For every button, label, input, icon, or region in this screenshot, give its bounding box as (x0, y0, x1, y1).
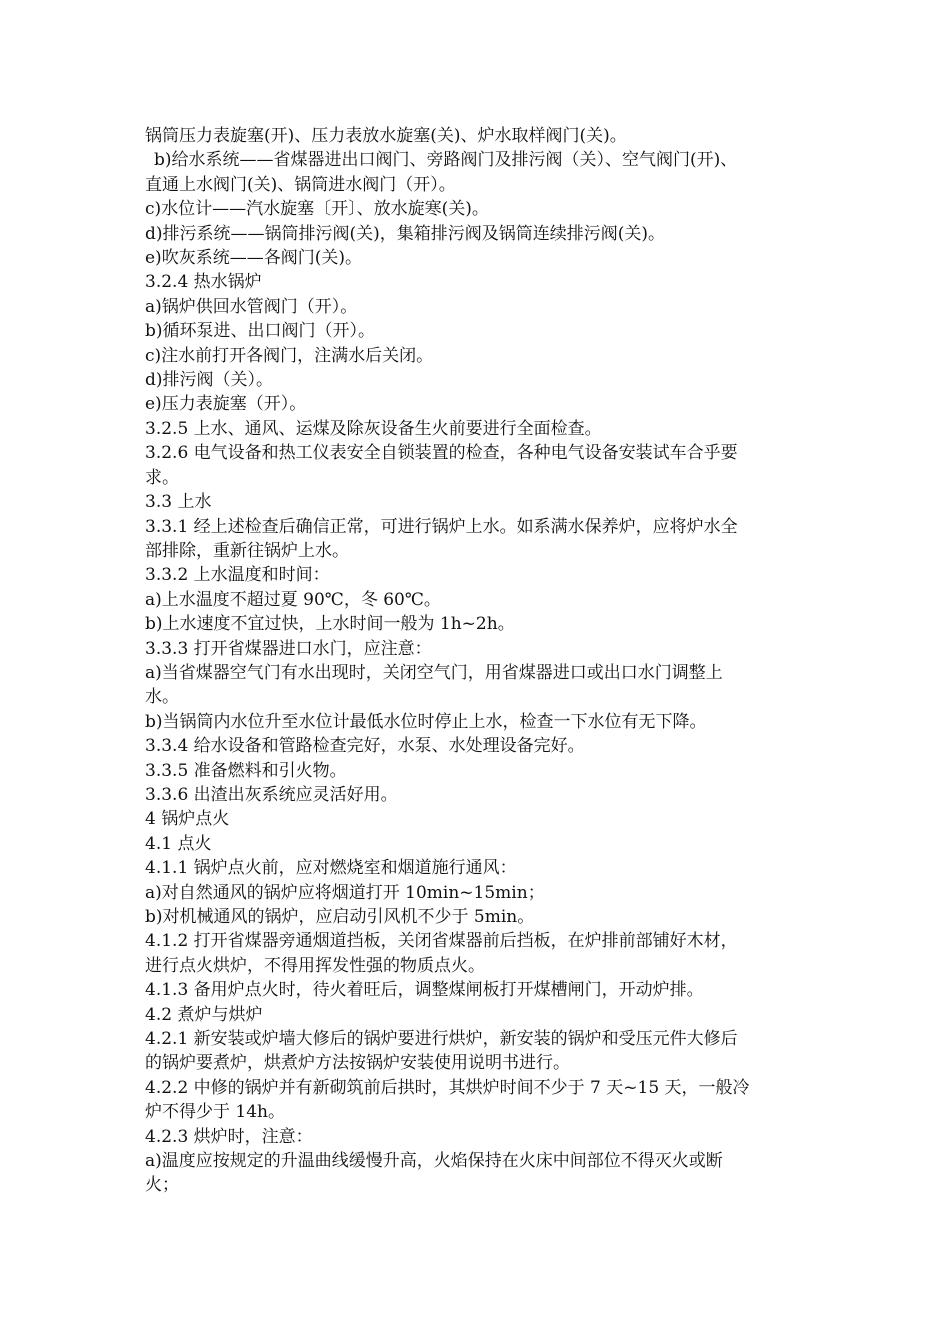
text-line: 4.2.1 新安装或炉墙大修后的锅炉要进行烘炉，新安装的锅炉和受压元件大修后 (145, 1029, 738, 1050)
text-line: b)上水速度不宜过快，上水时间一般为 1h~2h。 (145, 614, 515, 635)
text-line: 3.2.5 上水、通风、运煤及除灰设备生火前要进行全面检查。 (145, 418, 602, 439)
section-heading: 3.3 上水 (145, 492, 212, 513)
text-line: 3.2.6 电气设备和热工仪表安全自锁装置的检查，各种电气设备安装试车合乎要 (145, 443, 738, 464)
text-line: b)对机械通风的锅炉，应启动引风机不少于 5min。 (145, 907, 535, 927)
text-line: 火； (145, 1175, 179, 1196)
text-line: a)当省煤器空气门有水出现时，关闭空气门，用省煤器进口或出口水门调整上 (145, 662, 723, 683)
text-line: a)锅炉供回水管阀门（开）。 (145, 296, 358, 317)
text-line: a)温度应按规定的升温曲线缓慢升高，火焰保持在火床中间部位不得灭火或断 (145, 1151, 723, 1172)
text-line: 4.1.2 打开省煤器旁通烟道挡板，关闭省煤器前后挡板，在炉排前部铺好木材， (145, 931, 738, 952)
text-line: 直通上水阀门(关)、锅筒进水阀门（开）。 (145, 174, 456, 195)
text-line: b)当锅筒内水位升至水位计最低水位时停止上水，检查一下水位有无下降。 (145, 711, 707, 732)
text-line: d)排污系统——锅筒排污阀(关)，集箱排污阀及锅筒连续排污阀(关)。 (145, 223, 666, 244)
text-line: 4.1.3 备用炉点火时，待火着旺后，调整煤闸板打开煤槽闸门，开动炉排。 (145, 980, 704, 1001)
text-line: d)排污阀（关）。 (145, 370, 274, 391)
text-line: 进行点火烘炉，不得用挥发性强的物质点火。 (145, 955, 485, 976)
section-heading: 4.2 煮炉与烘炉 (145, 1004, 263, 1025)
text-line: a)对自然通风的锅炉应将烟道打开 10min~15min； (145, 882, 545, 903)
text-line: 3.3.2 上水温度和时间： (145, 565, 330, 586)
text-line: c)水位计——汽水旋塞〔开〕、放水旋寒(关)。 (145, 199, 489, 220)
text-line: 锅筒压力表旋塞(开)、压力表放水旋塞(关)、炉水取样阀门(关)。 (145, 126, 627, 146)
section-heading: 4 锅炉点火 (145, 809, 230, 830)
text-line: 3.3.3 打开省煤器进口水门，应注意： (145, 638, 432, 659)
text-line: b)给水系统——省煤器进出口阀门、旁路阀门及排污阀（关）、空气阀门(开)、 (154, 150, 738, 171)
text-line: e)压力表旋塞（开）。 (145, 394, 307, 415)
text-line: c)注水前打开各阀门，注满水后关闭。 (145, 345, 434, 366)
text-line: 的锅炉要煮炉，烘煮炉方法按锅炉安装使用说明书进行。 (145, 1053, 570, 1074)
text-line: 求。 (145, 467, 179, 488)
text-line: 炉不得少于 14h。 (145, 1102, 285, 1123)
text-line: b)循环泵进、出口阀门（开）。 (145, 321, 376, 342)
text-line: 部排除，重新往锅炉上水。 (145, 540, 349, 561)
text-line: 4.1.1 锅炉点火前，应对燃烧室和烟道施行通风： (145, 858, 517, 879)
text-line: 水。 (145, 687, 179, 708)
document-body (145, 124, 815, 1198)
text-line: 3.3.4 给水设备和管路检查完好，水泵、水处理设备完好。 (145, 736, 585, 757)
text-line: 3.3.1 经上述检查后确信正常，可进行锅炉上水。如系满水保养炉，应将炉水全 (145, 516, 738, 537)
text-line: 4.2.3 烘炉时，注意： (145, 1126, 313, 1147)
section-heading: 3.2.4 热水锅炉 (145, 272, 262, 293)
text-line: 3.3.6 出渣出灰系统应灵活好用。 (145, 784, 398, 805)
text-line: 3.3.5 准备燃料和引火物。 (145, 760, 347, 781)
text-line: e)吹灰系统——各阀门(关)。 (145, 248, 362, 269)
text-line: a)上水温度不超过夏 90℃，冬 60℃。 (145, 589, 441, 610)
text-line: 4.2.2 中修的锅炉并有新砌筑前后拱时，其烘炉时间不少于 7 天~15 天，一般冷 (145, 1077, 750, 1098)
section-heading: 4.1 点火 (145, 833, 212, 854)
